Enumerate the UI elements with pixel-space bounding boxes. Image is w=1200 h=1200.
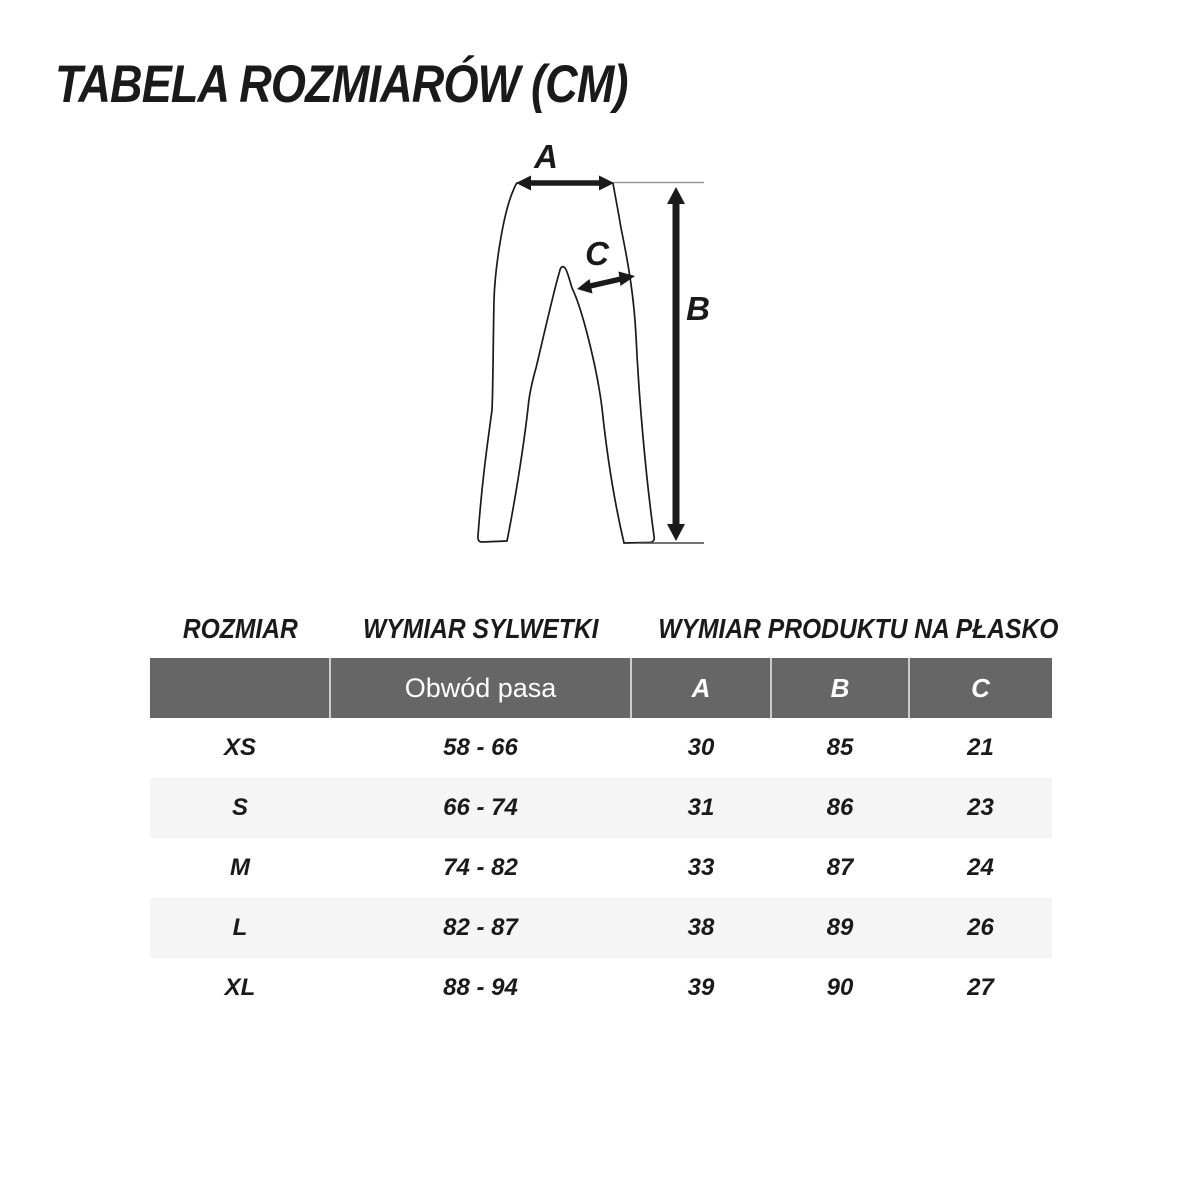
size-table xyxy=(150,600,1059,1018)
pants-outline xyxy=(478,183,654,543)
group-header-flat-measurement-label: WYMIAR PRODUKTU NA PŁASKO xyxy=(658,613,1059,644)
waist-cell: 58 - 66 xyxy=(443,734,518,761)
b-cell: 89 xyxy=(826,914,854,941)
table-row-m xyxy=(150,838,1052,898)
label-c: C xyxy=(585,235,609,272)
waist-cell: 74 - 82 xyxy=(443,854,518,881)
group-header-size xyxy=(150,613,330,645)
column-header-waist: Obwód pasa xyxy=(330,658,631,718)
waist-cell: 66 - 74 xyxy=(443,794,518,821)
a-cell: 33 xyxy=(687,854,715,881)
column-header-row xyxy=(150,658,1052,718)
a-cell: 31 xyxy=(687,794,715,821)
table-row-xs xyxy=(150,718,1052,778)
b-cell: 87 xyxy=(826,854,854,881)
b-cell: 86 xyxy=(826,794,854,821)
pants-measurement-diagram xyxy=(440,130,760,570)
table-row-l xyxy=(150,898,1052,958)
size-cell: XS xyxy=(223,734,256,761)
a-cell: 38 xyxy=(687,914,715,941)
size-cell: L xyxy=(232,914,248,941)
group-header-size-label: ROZMIAR xyxy=(182,613,298,644)
c-cell: 23 xyxy=(967,794,994,821)
page-title: TABELA ROZMIARÓW (CM) xyxy=(55,55,628,114)
size-cell: S xyxy=(231,794,248,821)
column-header-empty xyxy=(150,658,330,718)
label-b: B xyxy=(686,290,710,327)
a-cell: 39 xyxy=(687,974,715,1001)
waist-cell: 88 - 94 xyxy=(443,974,518,1001)
a-cell: 30 xyxy=(687,734,715,761)
waist-cell: 82 - 87 xyxy=(443,914,518,941)
column-header-b: B xyxy=(771,658,909,718)
b-cell: 90 xyxy=(826,974,854,1001)
c-cell: 21 xyxy=(967,734,994,761)
group-header-flat-measurement xyxy=(631,613,1059,645)
size-cell: XL xyxy=(224,974,256,1001)
arrow-b xyxy=(667,187,685,541)
group-header-body-measurement-label: WYMIAR SYLWETKI xyxy=(362,613,599,644)
column-header-c: C xyxy=(909,658,1052,718)
size-cell: M xyxy=(230,854,250,881)
label-a: A xyxy=(534,138,558,175)
table-row-s xyxy=(150,778,1052,838)
c-cell: 26 xyxy=(967,914,994,941)
group-header-row xyxy=(150,600,1059,658)
b-cell: 85 xyxy=(826,734,854,761)
column-header-a: A xyxy=(631,658,771,718)
c-cell: 27 xyxy=(967,974,994,1001)
group-header-body-measurement xyxy=(330,613,631,645)
table-row-xl xyxy=(150,958,1052,1018)
c-cell: 24 xyxy=(967,854,994,881)
